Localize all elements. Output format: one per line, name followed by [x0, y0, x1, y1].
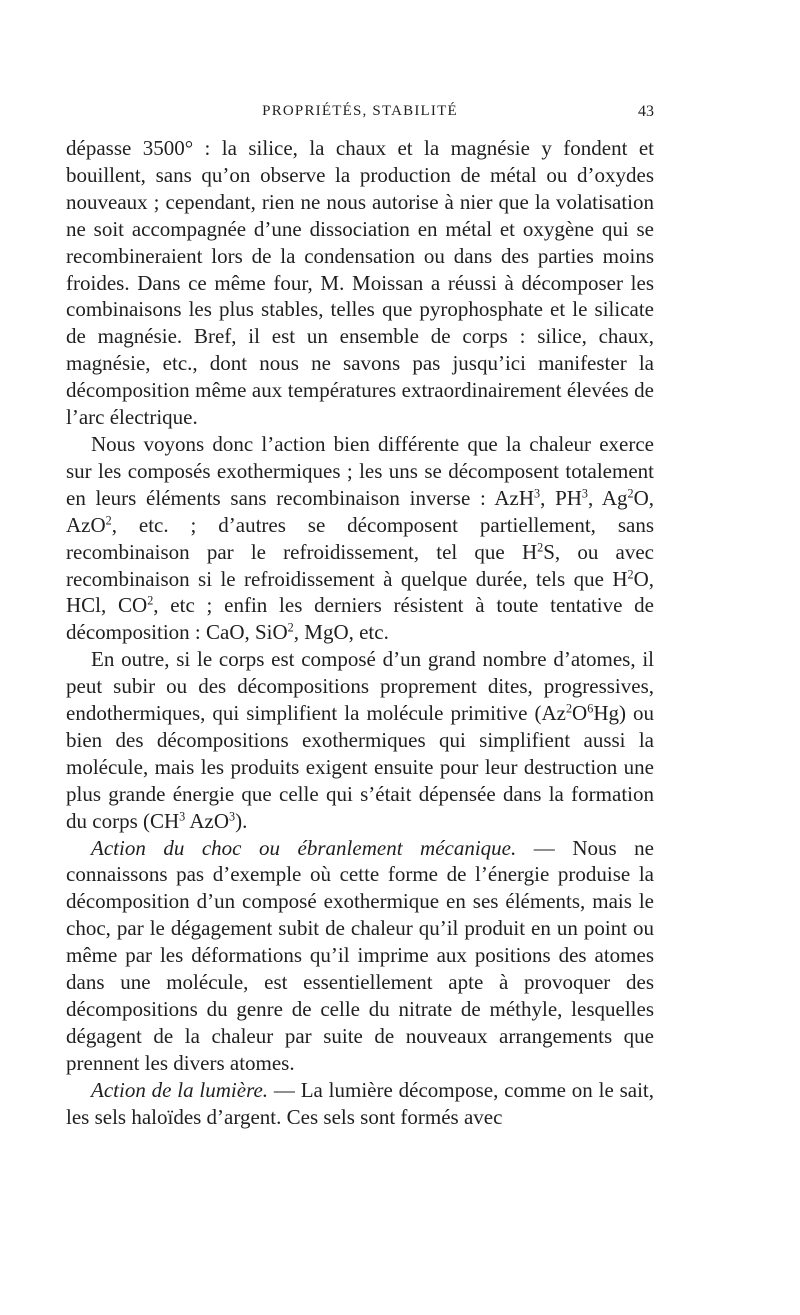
text-run: O, AzO	[66, 485, 654, 537]
superscript: 3	[179, 809, 186, 824]
text-run: — La lumière décompose, comme on le sait, les sels haloïdes d’argent. Ces sels sont formés avec	[66, 1077, 655, 1129]
text-run: O	[572, 701, 588, 726]
body-text	[66, 135, 654, 1131]
text-run: , PH	[540, 485, 582, 510]
superscript: 6	[587, 701, 594, 716]
page	[66, 103, 654, 1131]
paragraph-lumiere	[66, 1077, 654, 1131]
section-heading-italic: Action de la lumière.	[91, 1077, 269, 1102]
text-run: Nous voyons donc l’action bien différente que la chaleur exerce sur les composés exothermiques ; les uns se décomposent totalement en leurs éléments sans recombinaison inverse : AzH	[66, 431, 654, 510]
text-run: Hg) ou bien des décompositions exothermiques qui simplifient aussi la molécule, mais les produits exigent ensuite pour leur destruction une plus grande énergie que celle qui s’était dépensée dans la formation du corps (CH	[66, 701, 654, 833]
running-title: PROPRIÉTÉS, STABILITÉ	[262, 103, 458, 119]
superscript: 2	[287, 620, 294, 635]
superscript: 2	[147, 593, 154, 608]
superscript: 3	[581, 486, 589, 501]
page-number: 43	[638, 103, 654, 120]
paragraph-choc	[66, 835, 654, 1077]
superscript: 3	[229, 809, 236, 824]
text-run: , etc ; enfin les derniers résistent à toute tentative de décomposition : CaO, SiO	[66, 593, 654, 645]
text-run: AzO	[185, 808, 229, 833]
superscript: 2	[565, 701, 573, 716]
text-run: , Ag	[588, 485, 628, 510]
paragraph-1	[66, 135, 654, 431]
text-run: dépasse 3500° : la silice, la chaux et la magnésie y fondent et bouillent, sans qu’on observe la production de métal ou d’oxydes nouveaux ; cependant, rien ne nous autorise à nier que la volatisation ne soit accompagnée d’une dissociation en métal et oxygène qui se recombineraient lors de la condensation ou dans des parties moins froides. Dans ce même four, M. Moissan a réussi à décomposer les combinaisons les plus stables, telles que pyrophosphate et le silicate de magnésie. Bref, il est un ensemble de corps : silice, chaux, magnésie, etc., dont nous ne savons pas jusqu’ici manifester la décomposition même aux températures extraordinairement élevées de l’arc électrique.	[66, 136, 654, 430]
section-heading-italic: Action du choc ou ébranlement mécanique.	[91, 835, 517, 860]
paragraph-3	[66, 646, 654, 834]
superscript: 2	[105, 513, 112, 528]
text-run: En outre, si le corps est composé d’un grand nombre d’atomes, il peut subir ou des décompositions proprement dites, progressives, endothermiques, qui simplifient la molécule primitive (Az	[66, 647, 654, 726]
superscript: 2	[627, 486, 634, 501]
text-run: S, ou avec recombinaison si le refroidissement à quelque durée, tels que H	[66, 539, 654, 591]
text-run: , MgO, etc.	[293, 620, 389, 645]
superscript: 3	[534, 486, 541, 501]
text-run: ).	[235, 808, 248, 833]
text-run: , etc. ; d’autres se décomposent partiellement, sans recombinaison par le refroidissement, tel que H	[66, 512, 654, 564]
superscript: 2	[627, 566, 634, 581]
superscript: 2	[537, 540, 544, 555]
text-run: — Nous ne connaissons pas d’exemple où cette forme de l’énergie produise la décomposition d’un composé exothermique en ses éléments, mais le choc, par le dégagement subit de chaleur qu’il produit en un point ou même par les déformations qu’il imprime aux positions des atomes dans une molécule, est essentiellement apte à provoquer des décompositions du genre de celle du nitrate de méthyle, lesquelles dégagent de la chaleur par suite de nouveaux arrangements que prennent les divers atomes.	[66, 835, 654, 1075]
text-run: O, HCl, CO	[66, 566, 654, 618]
paragraph-2	[66, 431, 654, 646]
running-head	[66, 103, 654, 127]
